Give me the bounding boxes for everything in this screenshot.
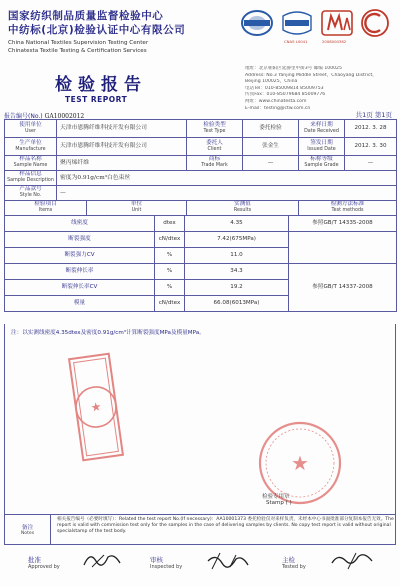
result-value: 19.2 (185, 280, 289, 296)
table-row (5, 216, 397, 232)
table-row (5, 232, 397, 248)
report-number: 报告编号(No.) GA10002012 (4, 113, 85, 120)
ilac-mra-logo-icon (240, 8, 274, 38)
table-row (5, 171, 397, 186)
result-value: 34.3 (185, 264, 289, 280)
inspected-by-label: 审核 Inspected by (150, 556, 183, 570)
issued-label: 签发日期 Issued Date (299, 138, 345, 156)
official-seal-stamp (62, 352, 130, 462)
remarks-row (4, 515, 396, 545)
result-method: 参照GB/T 14335-2008 (289, 216, 397, 232)
issued-value: 2012. 3. 30 (345, 138, 397, 156)
accreditation-logos (240, 8, 395, 52)
sample-name-value: 聚丙烯纤维 (57, 156, 187, 171)
result-item: 线密度 (5, 216, 155, 232)
org-name-zh-2: 中纺标(北京)检验认证中心有限公司 (8, 24, 186, 36)
result-value: 11.0 (185, 248, 289, 264)
result-method (289, 232, 397, 264)
test-type-label: 检验类型 Test Type (187, 120, 243, 138)
org-name-en-2: Chinatesta Textile Testing & Certification Services (8, 48, 147, 54)
style-value: — (57, 186, 397, 201)
result-method: 参照GB/T 14337-2008 (289, 264, 397, 312)
unit-header: 单位 Unit (87, 201, 187, 216)
grade-value: — (345, 156, 397, 171)
result-unit: dtex (155, 216, 185, 232)
received-label: 来样日期 Date Received (299, 120, 345, 138)
remarks-text: 相关报告编号（必要时填写）：Related the test report No.(If necessary)：AA10001373 委托检验仅对来样负责，未经本中心书面批准部分复制本报告无效。The report is valid with commission test only for the samples in the case of delivering samples by clients. No copy test report is valid without original specialstamp of the test body. (57, 517, 394, 535)
inspector-signature (206, 549, 250, 575)
client-value: 张金生 (243, 138, 299, 156)
stamp-caption-en: Stamp ( ) (266, 500, 292, 506)
report-info-table (4, 119, 397, 216)
result-unit: cN/dtex (155, 296, 185, 312)
result-value: 66.08(6013MPa) (185, 296, 289, 312)
table-row (5, 186, 397, 201)
page-info: 共1页 第1页 (355, 111, 392, 119)
result-value: 7.42(675MPa) (185, 232, 289, 248)
table-row (5, 156, 397, 171)
results-table (4, 215, 397, 312)
style-label: 产品款号 Style No. (5, 186, 57, 201)
report-title-en: TEST REPORT (65, 95, 128, 104)
cnas-logo-icon: CNAS L0041 (280, 8, 314, 38)
result-unit: % (155, 248, 185, 264)
address-block: 地址：北京朝阳区延静里中街3号 邮编 100025 Address: No.3 Yanjing Middle Street，Chaoyang District， Beijing 100025，China 电话Tel：010-85009814 85009753 传真Fax：010-85079684 85009776 网址：www.chinatesta.com E-mail：testing@ctw.com.cn (245, 66, 377, 111)
result-unit: % (155, 264, 185, 280)
result-item: 模量 (5, 296, 155, 312)
calculation-note: 注：以实测线密度4.35dtex及密度0.91g/cm³计算断裂强度MPa及模量MPa。 (11, 330, 205, 336)
result-item: 断裂强力CV (5, 248, 155, 264)
cal-logo-icon (358, 8, 392, 38)
approved-by-label: 批准 Approved by (28, 556, 60, 570)
result-unit: cN/dtex (155, 232, 185, 248)
sample-desc-label: 样品信息 Sample Description (5, 171, 57, 186)
manufacture-value: 天津市恩腾纤维科技开发有限公司 (57, 138, 187, 156)
table-row (5, 120, 397, 138)
result-unit: % (155, 280, 185, 296)
client-label: 委托人 Client (187, 138, 243, 156)
tester-signature (330, 549, 374, 575)
result-item: 断裂伸长率CV (5, 280, 155, 296)
approver-signature (82, 549, 122, 575)
cma-logo-icon: 2008000382 (320, 8, 354, 38)
sample-name-label: 样品名称 Sample Name (5, 156, 57, 171)
items-header: 检验项目 Items (5, 201, 87, 216)
table-row (5, 264, 397, 280)
svg-text:★: ★ (291, 451, 309, 475)
result-item: 断裂强度 (5, 232, 155, 248)
stamp-caption: 检验专用章 (262, 494, 290, 500)
trade-mark-label: 商标 Trade Mark (187, 156, 243, 171)
remarks-label: 备注 Notes (5, 515, 51, 545)
org-name-zh-1: 国家纺织制品质量监督检验中心 (8, 10, 164, 22)
results-header: 实测值 Results (187, 201, 299, 216)
results-header-row (5, 201, 397, 216)
result-item: 断裂伸长率 (5, 264, 155, 280)
manufacture-label: 生产单位 Manufacture (5, 138, 57, 156)
table-row (5, 138, 397, 156)
org-name-en-1: China National Textiles Supervision Testing Center (8, 40, 149, 46)
svg-text:★: ★ (89, 399, 103, 415)
test-type-value: 委托检验 (243, 120, 299, 138)
received-value: 2012. 3. 28 (345, 120, 397, 138)
result-value: 4.35 (185, 216, 289, 232)
user-value: 天津市恩腾纤维科技开发有限公司 (57, 120, 187, 138)
trade-mark-value: — (243, 156, 299, 171)
report-title-zh: 检验报告 (55, 75, 147, 95)
sample-desc-value: 密度为0.91g/cm³白色束丝 (57, 171, 397, 186)
grade-label: 标称等级 Sample Grade (299, 156, 345, 171)
tested-by-label: 主检 Tested by (282, 556, 306, 570)
user-label: 使用单位 User (5, 120, 57, 138)
methods-header: 检测方法标准 Test methods (299, 201, 397, 216)
